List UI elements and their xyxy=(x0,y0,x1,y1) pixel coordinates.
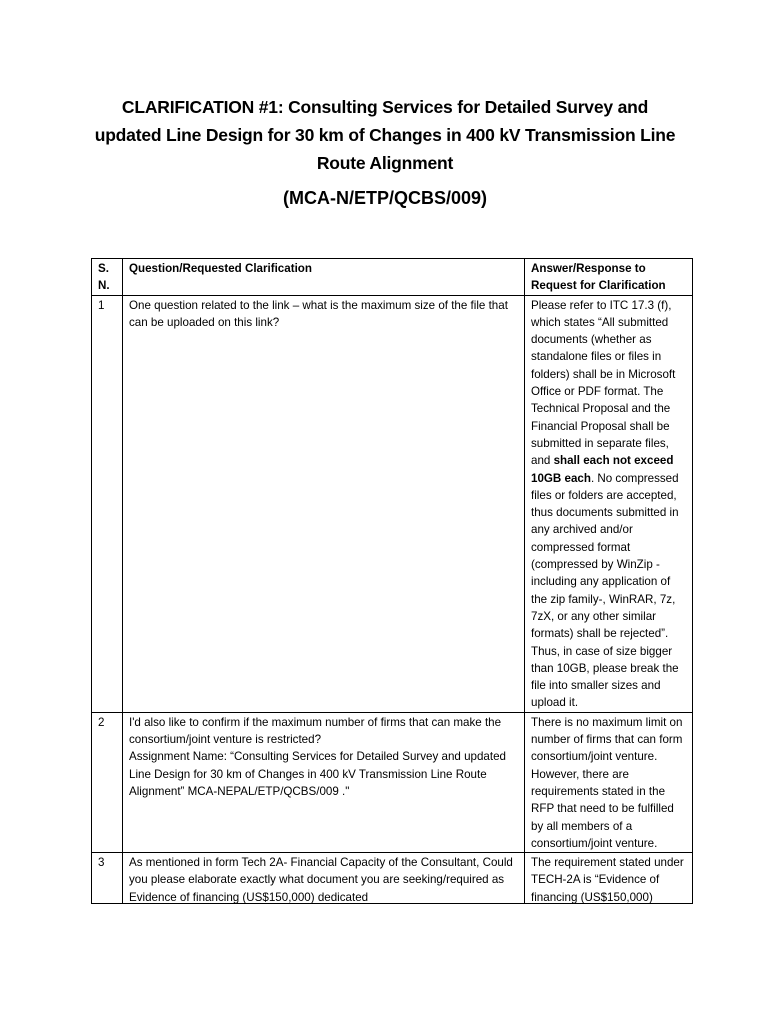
document-title xyxy=(80,93,690,177)
header-question: Question/Requested Clarification xyxy=(123,259,525,296)
row-question xyxy=(123,853,525,904)
header-answer-line-1: Answer/Response to xyxy=(531,262,646,275)
title-line-3: Route Alignment xyxy=(316,153,454,173)
row-serial-number: 2 xyxy=(92,712,123,852)
table-row xyxy=(92,853,693,904)
question-text: As mentioned in form Tech 2A- Financial Capacity of the Consultant, Could you please elaborate exactly what document you are seeking/required as Evidence of financing (US$150,000) dedicated xyxy=(129,856,513,904)
row-question: One question related to the link – what is the maximum size of the file that can be uploaded on this link? xyxy=(123,295,525,712)
title-line-1: CLARIFICATION #1: Consulting Services for Detailed Survey and xyxy=(121,97,649,117)
row-serial-number: 3 xyxy=(92,853,123,904)
row-answer xyxy=(525,853,693,904)
row-answer: There is no maximum limit on number of firms that can form consortium/joint venture. However, there are requirements stated in the RFP that need to be fulfilled by all members of a consortium/joint venture. xyxy=(525,712,693,852)
row-question xyxy=(123,712,525,852)
question-paragraph: I'd also like to confirm if the maximum number of firms that can make the consortium/joint venture is restricted? xyxy=(129,715,502,747)
answer-text-continued: . No compressed files or folders are accepted, thus documents submitted in any archived and/or compressed format (compressed by WinZip - including any application of the zip family-, WinRAR, 7z, 7zX, or any other similar formats) shall be rejected”. Thus, in case of size bigger than 10GB, please break the file into smaller sizes and upload it. xyxy=(531,471,679,710)
table-row xyxy=(92,712,693,852)
clarification-table xyxy=(91,258,693,904)
answer-emphasis: shall each not exceed 10GB each xyxy=(531,454,674,485)
header-sn-line-1: S. xyxy=(98,262,109,275)
answer-text: Please refer to ITC 17.3 (f), which states “All submitted documents (whether as standalone files or files in folders) shall be in Microsoft Office or PDF format. The Technical Proposal and the Financial Proposal shall be submitted in separate files, and xyxy=(531,298,676,468)
answer-text: The requirement stated under TECH-2A is “Evidence of financing (US$150,000) xyxy=(531,856,684,904)
header-serial-number xyxy=(92,259,123,296)
title-line-2: updated Line Design for 30 km of Changes in 400 kV Transmission Line xyxy=(94,125,676,145)
table-header-row xyxy=(92,259,693,296)
row-serial-number: 1 xyxy=(92,295,123,712)
row-answer xyxy=(525,295,693,712)
header-sn-line-2: N. xyxy=(98,279,110,293)
header-answer xyxy=(525,259,693,296)
reference-number: (MCA-N/ETP/QCBS/009) xyxy=(282,188,488,208)
table-row xyxy=(92,295,693,712)
question-paragraph: Assignment Name: “Consulting Services for Detailed Survey and updated Line Design for 30 km of Changes in 400 kV Transmission Line Route Alignment” MCA-NEPAL/ETP/QCBS/009 ." xyxy=(129,750,506,798)
header-answer-line-2: Request for Clarification xyxy=(531,279,666,293)
